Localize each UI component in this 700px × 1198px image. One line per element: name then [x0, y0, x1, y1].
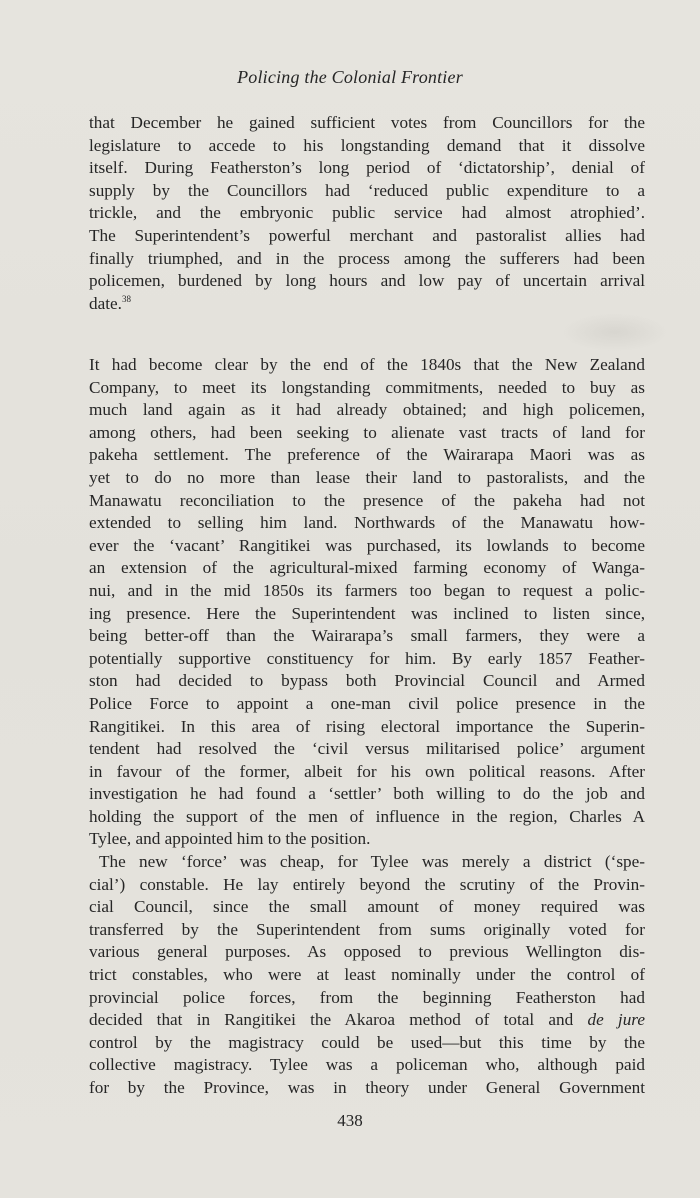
- text-line: It had become clear by the end of the 1840s that the New Zealand: [89, 355, 645, 374]
- text-line: ever the ‘vacant’ Rangitikei was purchased, its lowlands to become: [89, 535, 645, 555]
- text-line: Rangitikei. In this area of rising electoral importance the Superin-: [89, 716, 645, 736]
- text-line-with-italic: [89, 1009, 645, 1032]
- last-line-text: date.: [89, 293, 122, 313]
- text-line: collective magistracy. Tylee was a policeman who, although paid: [89, 1055, 645, 1075]
- text-line: cial’) constable. He lay entirely beyond the scrutiny of the Provin-: [89, 874, 645, 894]
- text-line: ston had decided to bypass both Provincial Council and Armed: [89, 671, 645, 691]
- text-line: cial Council, since the small amount of money required was: [89, 897, 645, 917]
- paper-smudge: [560, 312, 670, 352]
- text-line: being better-off than the Wairarapa’s small farmers, they were a: [89, 626, 645, 646]
- page-number: 438: [337, 1111, 363, 1130]
- text-line: trickle, and the embryonic public service had almost atrophied’.: [89, 203, 645, 223]
- text-line: much land again as it had already obtained; and high policemen,: [89, 400, 645, 420]
- text-line: The new ‘force’ was cheap, for Tylee was merely a district (‘spe-: [99, 852, 645, 872]
- running-head: Policing the Colonial Frontier: [237, 67, 463, 87]
- text-line: Police Force to appoint a one-man civil police presence in the: [89, 693, 645, 713]
- text-line: holding the support of the men of influence in the region, Charles A: [89, 806, 645, 826]
- text-line: nui, and in the mid 1850s its farmers too began to request a polic-: [89, 580, 645, 600]
- text-line: transferred by the Superintendent from sums originally voted for: [89, 919, 645, 939]
- text-line: itself. During Featherston’s long period of ‘dictatorship’, denial of: [89, 158, 645, 178]
- text-line: that December he gained sufficient votes from Councillors for the: [89, 113, 645, 132]
- text-line: investigation he had found a ‘settler’ both willing to do the job and: [89, 784, 645, 804]
- text-line: Company, to meet its longstanding commitments, needed to buy as: [89, 377, 645, 397]
- text-line: The Superintendent’s powerful merchant and pastoralist allies had: [89, 225, 645, 245]
- text-line: trict constables, who were at least nominally under the control of: [89, 965, 645, 985]
- text-run: decided that in Rangitikei the Akaroa method of total and: [89, 1010, 588, 1030]
- text-line-last: [89, 293, 645, 316]
- text-line: among others, had been seeking to alienate vast tracts of land for: [89, 422, 645, 442]
- text-line: policemen, burdened by long hours and low pay of uncertain arrival: [89, 271, 645, 291]
- text-line: provincial police forces, from the beginning Featherston had: [89, 987, 645, 1007]
- text-line: various general purposes. As opposed to previous Wellington dis-: [89, 942, 645, 962]
- text-line: yet to do no more than lease their land to pastoralists, and the: [89, 467, 645, 487]
- text-line: for by the Province, was in theory under General Government: [89, 1078, 645, 1097]
- paragraph-1: [89, 112, 645, 315]
- text-line: control by the magistracy could be used—but this time by the: [89, 1032, 645, 1052]
- text-line: extended to selling him land. Northwards of the Manawatu how-: [89, 513, 645, 533]
- italic-phrase: de jure: [587, 1010, 645, 1030]
- text-line: pakeha settlement. The preference of the Wairarapa Maori was as: [89, 445, 645, 465]
- text-line-last: Tylee, and appointed him to the position.: [89, 829, 371, 849]
- text-line: in favour of the former, albeit for his own political reasons. After: [89, 761, 645, 781]
- paragraph-2: [89, 354, 645, 1100]
- text-line: tendent had resolved the ‘civil versus militarised police’ argument: [89, 739, 645, 759]
- text-line: Manawatu reconciliation to the presence of the pakeha had not: [89, 490, 645, 510]
- text-line: an extension of the agricultural-mixed farming economy of Wanga-: [89, 558, 645, 578]
- text-line: supply by the Councillors had ‘reduced public expenditure to a: [89, 180, 645, 200]
- text-line: potentially supportive constituency for him. By early 1857 Feather-: [89, 648, 645, 668]
- text-line: ing presence. Here the Superintendent was inclined to listen since,: [89, 603, 645, 623]
- footnote-marker: 38: [121, 293, 131, 304]
- text-line: finally triumphed, and in the process among the sufferers had been: [89, 248, 645, 268]
- text-line: legislature to accede to his longstanding demand that it dissolve: [89, 135, 645, 155]
